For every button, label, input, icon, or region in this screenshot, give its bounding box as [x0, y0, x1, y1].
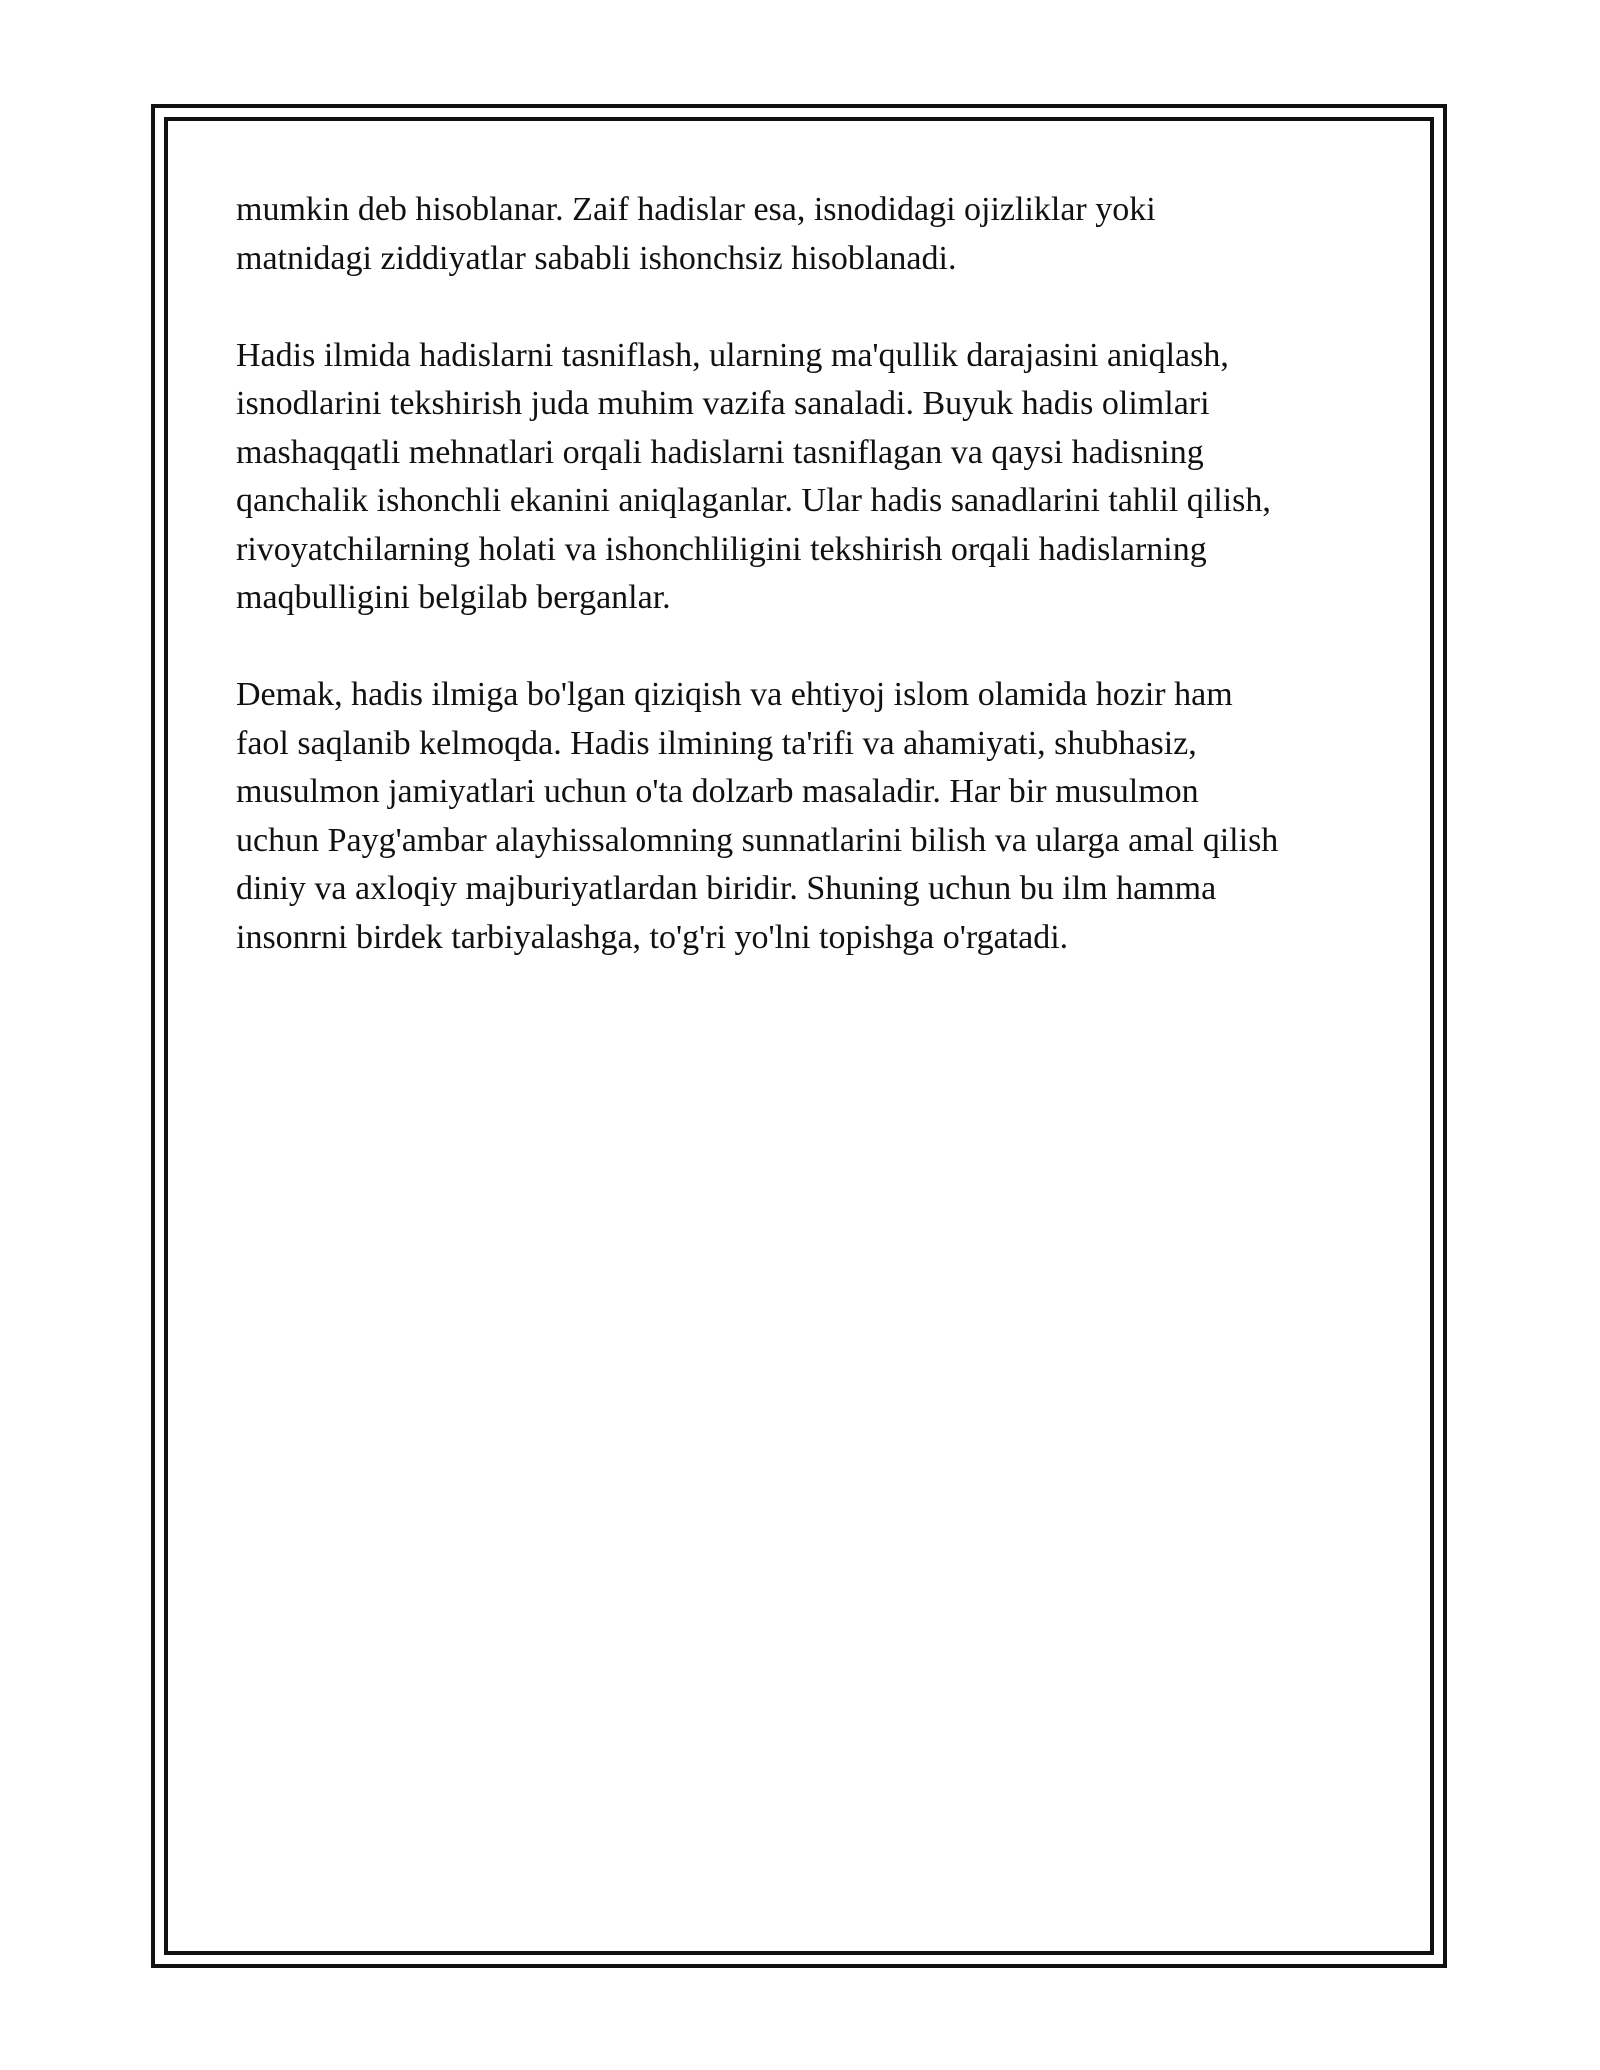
text-line: insonrni birdek tarbiyalashga, to'g'ri yo'lni topishga o'rgatadi.	[236, 918, 1069, 956]
paragraph-3	[236, 671, 1366, 962]
text-line: diniy va axloqiy majburiyatlardan biridir. Shuning uchun bu ilm hamma	[236, 870, 1217, 907]
text-line: mashaqqatli mehnatlari orqali hadislarni tasniflagan va qaysi hadisning	[236, 433, 1204, 471]
text-line: matnidagi ziddiyatlar sababli ishonchsiz hisoblanadi.	[236, 239, 957, 277]
text-line: isnodlarini tekshirish juda muhim vazifa sanaladi. Buyuk hadis olimlari	[236, 385, 1210, 422]
text-line: Demak, hadis ilmiga bo'lgan qiziqish va ehtiyoj islom olamida hozir ham	[236, 676, 1233, 713]
text-line: qanchalik ishonchli ekanini aniqlaganlar. Ular hadis sanadlarini tahlil qilish,	[236, 482, 1271, 519]
document-body	[236, 186, 1366, 1011]
paragraph-1	[236, 186, 1366, 283]
text-line: uchun Payg'ambar alayhissalomning sunnatlarini bilish va ularga amal qilish	[236, 821, 1279, 859]
text-line: faol saqlanib kelmoqda. Hadis ilmining ta'rifi va ahamiyati, shubhasiz,	[236, 724, 1197, 762]
text-line: Hadis ilmida hadislarni tasniflash, ularning ma'qullik darajasini aniqlash,	[236, 336, 1229, 374]
paragraph-2	[236, 332, 1366, 623]
text-line: rivoyatchilarning holati va ishonchliligini tekshirish orqali hadislarning	[236, 530, 1207, 568]
text-line: maqbulligini belgilab berganlar.	[236, 579, 671, 616]
text-line: musulmon jamiyatlari uchun o'ta dolzarb masaladir. Har bir musulmon	[236, 773, 1199, 810]
text-line: mumkin deb hisoblanar. Zaif hadislar esa, isnodidagi ojizliklar yoki	[236, 191, 1156, 228]
